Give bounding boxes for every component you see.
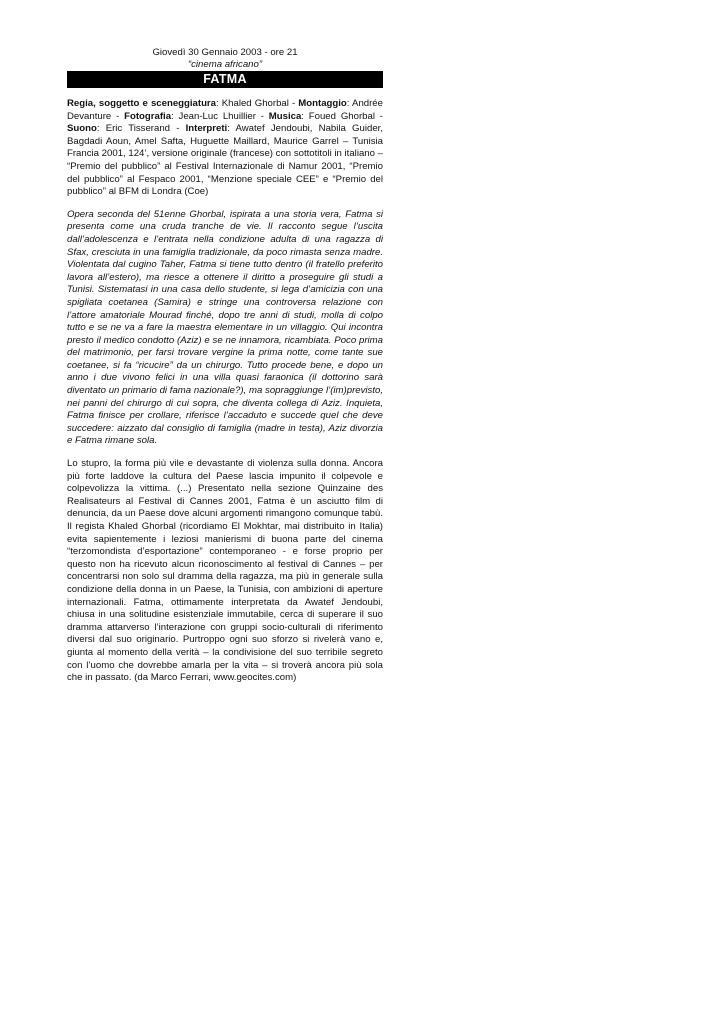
music-value: : Foued Ghorbal - [301,110,383,122]
screening-date: Giovedì 30 Gennaio 2003 - ore 21 [152,47,298,58]
synopsis-paragraph: Opera seconda del 51enne Ghorbal, ispirata a una storia vera, Fatma si presenta come una cruda tranche de vie. Il racconto segue l’uscita dall’adolescenza e l’entrata nella condizione adulta di una ragazza di Sfax, cresciuta in una famiglia tradizionale, da poco rimasta senza madre. Violentata dal cugino Taher, Fatma si tiene tutto dentro (il fratello preferito lavora all’estero), ma riesce a ottenere il diritto a proseguire gli studi a Tunisi. Sistematasi in una casa dello studente, si lega d’amicizia con una spigliata coetanea (Samira) e stringe una controversa relazione con l’attore amatoriale Mourad finché, dopo tre anni di studi, molla di colpo tutto e se ne va a fare la maestra elementare in un villaggio. Qui incontra presto il medico condotto (Aziz) e se ne innamora, ricambiata. Poco prima del matrimonio, per farsi trovare vergine la prima notte, come tante sue coetanee, si fa “ricucire” da un chirurgo. Tutto procede bene, e dopo un anno i due vivono felici in una villa quasi faraonica (il dottorino sarà diventato un primario di fama nazionale?), ma sopraggiunge l’(im)previsto, nei panni del chirurgo di cui sopra, che diventa collega di Aziz. Inquieta, Fatma finisce per crollare, riferisce l’accaduto e succede quel che deve succedere: aizzato dal consiglio di famiglia (madre in testa), Aziz divorzia e Fatma rimane sola. [67,208,383,447]
photography-value: : Jean-Luc Lhuillier - [171,110,269,122]
series-name: “cinema africano” [187,58,263,70]
cast-value: : Awatef Jendoubi, Nabila Guider, Bagdadi Aoun, Amel Safta, Huguette Maillard, Maurice Garrel – Tunisia Francia 2001, 124’, versione originale (francese) con sottotitoli in italiano – “Premio del pubblico” al Festival Internazionale di Namur 2001, “Premio del pubblico” al Fespaco 2001, “Menzione speciale CEE” e “Premio del pubblico” al BFM di Londra (Coe) [67,123,383,198]
direction-label: Regia, soggetto e sceneggiatura [67,98,216,109]
film-sheet [67,47,383,685]
cast-label: Interpreti [185,123,228,135]
credits-paragraph [67,98,383,199]
direction-value: : Khaled Ghorbal - [216,98,299,109]
music-label: Musica [268,110,302,122]
editing-label: Montaggio [298,98,347,109]
photography-label: Fotografia [124,110,172,122]
editing-value: : Andrée Devanture - [67,98,383,122]
sound-value: : Eric Tisserand - [96,123,186,135]
film-title: FATMA [67,71,383,88]
review-paragraph: Lo stupro, la forma più vile e devastante di violenza sulla donna. Ancora più forte laddove la cultura del Paese lascia impunito il colpevole e colpevolizza la vittima. (...) Presentato nella sezione Quinzaine des Realisateurs al Festival di Cannes 2001, Fatma è un asciutto film di denuncia, da un Paese dove alcuni argomenti rimangono comunque tabù. Il regista Khaled Ghorbal (ricordiamo El Mokhtar, mai distribuito in Italia) evita sapientemente i leziosi manierismi di buona parte del cinema “terzomondista d’esportazione” contemporaneo - e forse proprio per questo non ha ricevuto alcun riconoscimento al festival di Cannes – per concentrarsi non solo sul dramma della ragazza, ma più in generale sulla condizione della donna in un Paese, la Tunisia, con ambizioni di aperture internazionali. Fatma, ottimamente interpretata da Awatef Jendoubi, chiusa in una solitudine esistenziale immutabile, cerca di superare il suo dramma attarverso l’interazione con gruppi socio-culturali di riferimento diversi dal suo originario. Purtroppo ogni suo sforzo si rivelerà vano e, giunta al momento della verità – la condivisione del suo terribile segreto con l’uomo che dovrebbe amarla per la vita – si troverà ancora più sola che in passato. (da Marco Ferrari, www.geocites.com) [67,458,383,684]
sound-label: Suono [67,123,97,135]
